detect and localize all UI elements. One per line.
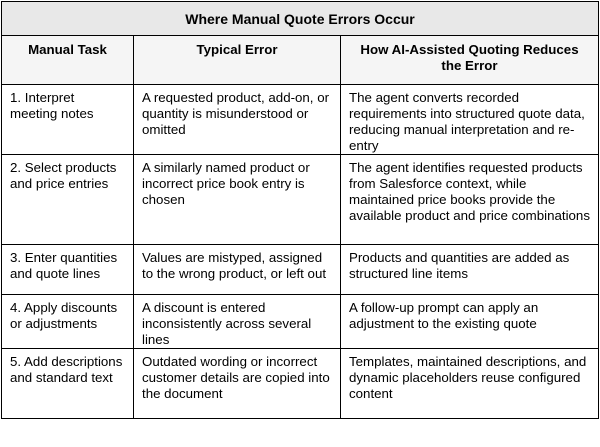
reduction-cell: The agent converts recorded requirements into structured quote data, reducing manual interpretation and re-entry (341, 85, 599, 155)
column-header-reduction: How AI-Assisted Quoting Reduces the Error (341, 36, 599, 85)
column-header-task: Manual Task (2, 36, 134, 85)
task-cell: 5. Add descriptions and standard text (2, 349, 134, 419)
reduction-cell: The agent identifies requested products from Salesforce context, while maintained price books provide the available product and price combinations (341, 155, 599, 245)
error-cell: Outdated wording or incorrect customer details are copied into the document (134, 349, 341, 419)
reduction-cell: A follow-up prompt can apply an adjustment to the existing quote (341, 295, 599, 349)
error-cell: Values are mistyped, assigned to the wrong product, or left out (134, 245, 341, 295)
table-row (2, 295, 599, 349)
header-row (2, 36, 599, 85)
reduction-cell: Products and quantities are added as structured line items (341, 245, 599, 295)
table-row (2, 85, 599, 155)
table-row (2, 155, 599, 245)
reduction-cell: Templates, maintained descriptions, and dynamic placeholders reuse configured content (341, 349, 599, 419)
task-cell: 3. Enter quantities and quote lines (2, 245, 134, 295)
error-cell: A similarly named product or incorrect price book entry is chosen (134, 155, 341, 245)
error-cell: A requested product, add-on, or quantity is misunderstood or omitted (134, 85, 341, 155)
task-cell: 1. Interpret meeting notes (2, 85, 134, 155)
error-cell: A discount is entered inconsistently across several lines (134, 295, 341, 349)
quote-errors-table (1, 1, 599, 419)
table-row (2, 245, 599, 295)
task-cell: 2. Select products and price entries (2, 155, 134, 245)
task-cell: 4. Apply discounts or adjustments (2, 295, 134, 349)
column-header-error: Typical Error (134, 36, 341, 85)
table-row (2, 349, 599, 419)
table-title: Where Manual Quote Errors Occur (2, 2, 599, 36)
